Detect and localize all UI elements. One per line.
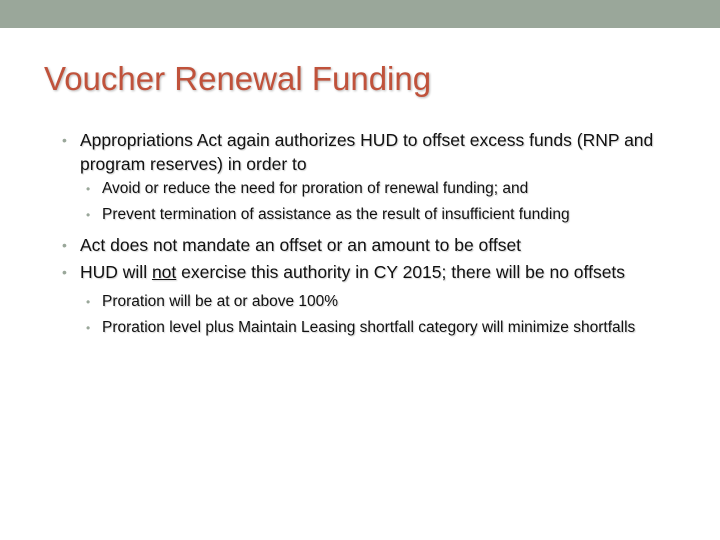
bullet-icon: • [62,237,67,253]
emphasis-not: not [151,262,177,282]
bullet-icon: • [86,182,91,196]
top-accent-bar [0,0,720,28]
sub-bullet-item-avoid-proration [80,179,668,199]
bullet-text: Appropriations Act again authorizes HUD to offset excess funds (RNP and program reserves) in order to [80,130,654,174]
slide-body [58,128,668,344]
sub-bullet-text: Avoid or reduce the need for proration of renewal funding; and [102,180,529,197]
bullet-item-appropriations [58,128,668,176]
sub-bullet-item-proration-level [80,292,668,312]
bullet-text-after: exercise this authority in CY 2015; there will be no offsets [176,262,626,282]
bullet-text-before: HUD will [80,262,152,282]
sub-bullet-item-prevent-termination [80,205,668,225]
sub-bullet-text: Proration will be at or above 100% [102,293,339,310]
bullet-icon: • [86,295,91,309]
sub-bullet-item-maintain-leasing [80,318,668,338]
bullet-item-no-mandate [58,233,668,257]
bullet-icon: • [86,321,91,335]
bullet-icon: • [62,264,67,280]
bullet-item-no-offsets [58,260,668,284]
sub-bullet-text: Proration level plus Maintain Leasing shortfall category will minimize shortfalls [102,319,636,336]
sub-bullet-text: Prevent termination of assistance as the result of insufficient funding [102,206,570,223]
bullet-icon: • [86,208,91,222]
slide-title: Voucher Renewal Funding [44,60,432,97]
bullet-icon: • [62,132,67,148]
bullet-text: Act does not mandate an offset or an amount to be offset [80,235,522,255]
